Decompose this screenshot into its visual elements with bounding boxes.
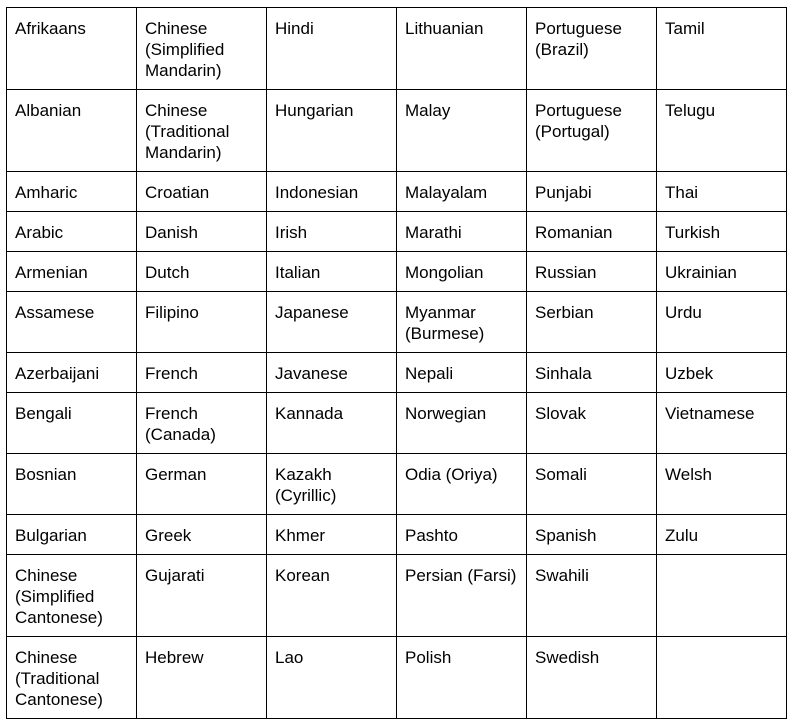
- table-cell: Nepali: [397, 353, 527, 393]
- table-cell: Amharic: [7, 172, 137, 212]
- table-cell: Malayalam: [397, 172, 527, 212]
- table-cell: Telugu: [657, 90, 787, 172]
- table-cell: Pashto: [397, 515, 527, 555]
- table-cell: French (Canada): [137, 393, 267, 454]
- table-cell: German: [137, 454, 267, 515]
- table-cell: Turkish: [657, 212, 787, 252]
- table-cell: Assamese: [7, 292, 137, 353]
- table-cell: Urdu: [657, 292, 787, 353]
- table-cell: Swedish: [527, 637, 657, 719]
- table-row: [7, 515, 787, 555]
- table-cell: Filipino: [137, 292, 267, 353]
- table-row: [7, 292, 787, 353]
- table-row: [7, 172, 787, 212]
- table-cell: Hebrew: [137, 637, 267, 719]
- table-cell: Mongolian: [397, 252, 527, 292]
- table-cell: Indonesian: [267, 172, 397, 212]
- table-cell: Chinese (Simplified Mandarin): [137, 8, 267, 90]
- table-row: [7, 454, 787, 515]
- table-cell: Swahili: [527, 555, 657, 637]
- table-cell: Armenian: [7, 252, 137, 292]
- table-cell: Croatian: [137, 172, 267, 212]
- table-cell: Arabic: [7, 212, 137, 252]
- table-cell: Hindi: [267, 8, 397, 90]
- table-cell: Myanmar (Burmese): [397, 292, 527, 353]
- table-row: [7, 555, 787, 637]
- table-cell: Romanian: [527, 212, 657, 252]
- table-cell: Vietnamese: [657, 393, 787, 454]
- table-row: [7, 252, 787, 292]
- table-row: [7, 353, 787, 393]
- table-cell: Greek: [137, 515, 267, 555]
- table-cell: [657, 555, 787, 637]
- table-cell: Irish: [267, 212, 397, 252]
- table-cell: Slovak: [527, 393, 657, 454]
- table-cell: Persian (Farsi): [397, 555, 527, 637]
- table-cell: Uzbek: [657, 353, 787, 393]
- table-cell: Bengali: [7, 393, 137, 454]
- table-cell: Portuguese (Brazil): [527, 8, 657, 90]
- table-row: [7, 8, 787, 90]
- table-cell: Italian: [267, 252, 397, 292]
- table-cell: Bosnian: [7, 454, 137, 515]
- table-cell: Hungarian: [267, 90, 397, 172]
- language-table-body: [7, 8, 787, 719]
- language-table: [6, 7, 787, 719]
- table-cell: Norwegian: [397, 393, 527, 454]
- table-cell: Chinese (Traditional Cantonese): [7, 637, 137, 719]
- table-cell: Spanish: [527, 515, 657, 555]
- table-cell: Zulu: [657, 515, 787, 555]
- table-cell: Punjabi: [527, 172, 657, 212]
- table-cell: Thai: [657, 172, 787, 212]
- table-cell: Albanian: [7, 90, 137, 172]
- table-cell: Kannada: [267, 393, 397, 454]
- table-cell: Portuguese (Portugal): [527, 90, 657, 172]
- table-cell: Khmer: [267, 515, 397, 555]
- table-cell: Odia (Oriya): [397, 454, 527, 515]
- table-row: [7, 637, 787, 719]
- table-cell: Bulgarian: [7, 515, 137, 555]
- table-cell: Dutch: [137, 252, 267, 292]
- table-cell: [657, 637, 787, 719]
- table-cell: Sinhala: [527, 353, 657, 393]
- table-cell: Polish: [397, 637, 527, 719]
- table-row: [7, 90, 787, 172]
- table-cell: Danish: [137, 212, 267, 252]
- table-cell: Japanese: [267, 292, 397, 353]
- table-cell: Lao: [267, 637, 397, 719]
- table-cell: Serbian: [527, 292, 657, 353]
- table-cell: Afrikaans: [7, 8, 137, 90]
- table-cell: Korean: [267, 555, 397, 637]
- table-cell: Azerbaijani: [7, 353, 137, 393]
- table-cell: Russian: [527, 252, 657, 292]
- table-cell: Tamil: [657, 8, 787, 90]
- table-cell: Marathi: [397, 212, 527, 252]
- table-cell: Ukrainian: [657, 252, 787, 292]
- table-cell: Chinese (Simplified Cantonese): [7, 555, 137, 637]
- table-cell: French: [137, 353, 267, 393]
- table-cell: Javanese: [267, 353, 397, 393]
- table-cell: Welsh: [657, 454, 787, 515]
- table-row: [7, 393, 787, 454]
- table-cell: Gujarati: [137, 555, 267, 637]
- table-cell: Somali: [527, 454, 657, 515]
- table-row: [7, 212, 787, 252]
- table-cell: Kazakh (Cyrillic): [267, 454, 397, 515]
- table-cell: Lithuanian: [397, 8, 527, 90]
- table-cell: Malay: [397, 90, 527, 172]
- table-cell: Chinese (Traditional Mandarin): [137, 90, 267, 172]
